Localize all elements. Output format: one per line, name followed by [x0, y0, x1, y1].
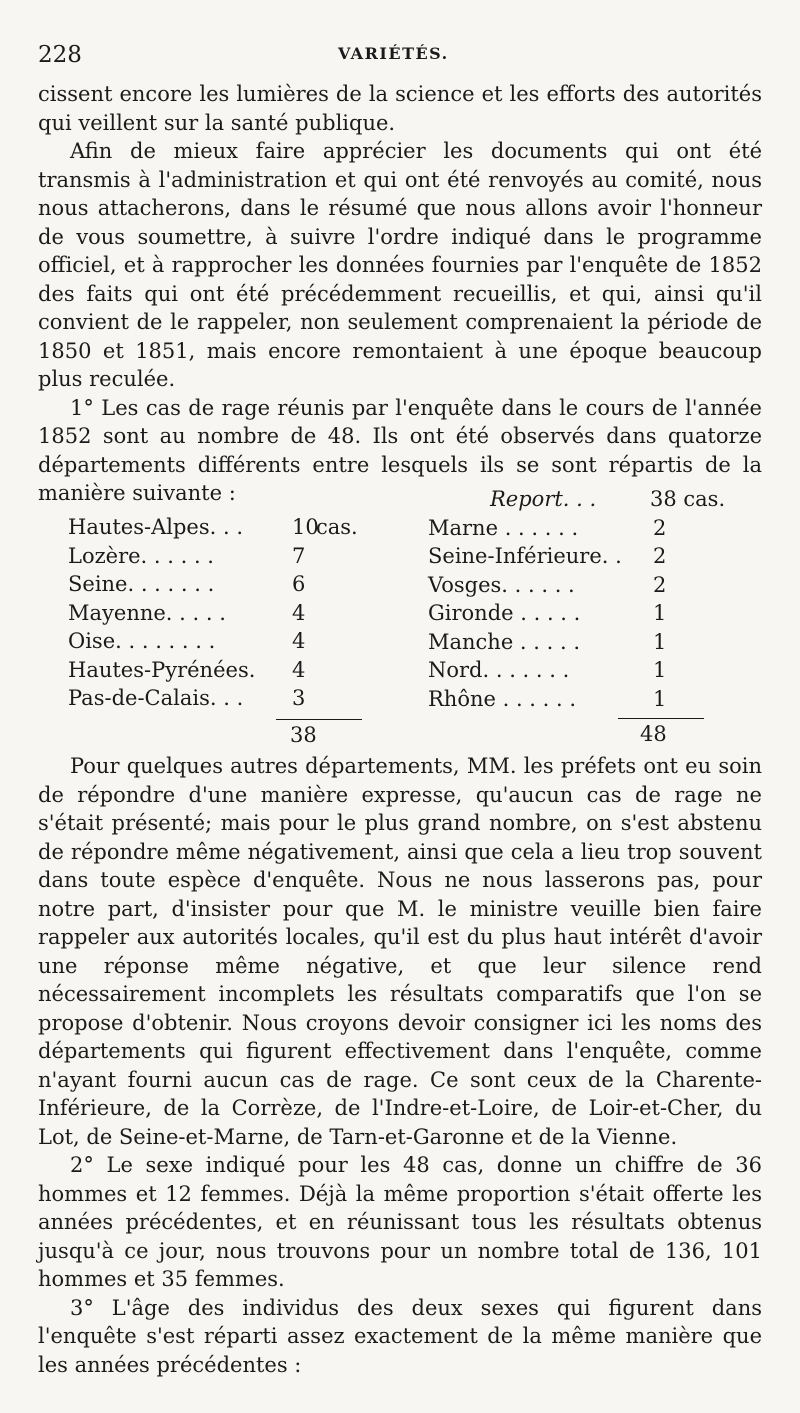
table-row	[428, 514, 762, 543]
case-count: 4	[292, 600, 306, 625]
case-count: 4	[292, 629, 306, 653]
case-count: 2	[653, 572, 667, 597]
right-total: 48	[640, 722, 667, 746]
report-label: Report. . .	[490, 487, 597, 511]
case-unit: cas.	[316, 515, 358, 539]
case-count: 10	[292, 515, 319, 539]
department-name: Gironde . . . . .	[428, 601, 581, 625]
paragraph-departments: Pour quelques autres départements, MM. les préfets ont eu soin de répondre d'une manière expresse, qu'aucun cas de rage ne s'était présenté; mais pour le plus grand nombre, on s'est abstenu de répondre même négativement, ainsi que cela a lieu trop souvent dans toute espèce d'enquête. Nous ne nous lasserons pas, pour notre part, d'insister pour que M. le ministre veuille bien faire rappeler aux autorités locales, qu'il est du plus haut intérêt d'avoir une réponse même négative, et que leur silence rend nécessairement incomplets les résultats comparatifs que l'on se propose d'obtenir. Nous croyons devoir consigner ici les noms des départements qui figurent effectivement dans l'enquête, comme n'ayant fourni aucun cas de rage. Ce sont ceux de la Charente-Inférieure, de la Corrèze, de l'Indre-et-Loire, de Loir-et-Cher, du Lot, de Seine-et-Marne, de Tarn-et-Garonne et de la Vienne.	[38, 754, 762, 1149]
case-count: 1	[653, 629, 667, 654]
department-name: Rhône . . . . . .	[428, 686, 577, 711]
case-count: 6	[292, 572, 306, 596]
department-name: Seine. . . . . . .	[68, 572, 215, 596]
case-count: 2	[653, 515, 667, 540]
case-count: 4	[292, 657, 306, 682]
text-block-after-table	[38, 752, 762, 1379]
paragraph-cases-count: 1° Les cas de rage réunis par l'enquête dans le cours de l'année 1852 sont au nombre de 48. Ils ont été observés dans quatorze départements différents entre lesquels ils se sont répartis de la manière suivante :	[38, 395, 762, 505]
table-row	[68, 513, 398, 542]
case-count: 1	[653, 601, 667, 625]
department-name: Seine-Inférieure. .	[428, 544, 622, 568]
department-name: Manche . . . . .	[428, 629, 581, 654]
paragraph-age: 3° L'âge des individus des deux sexes qui figurent dans l'enquête s'est réparti assez exactement de la même manière que les années précédentes :	[38, 1295, 762, 1377]
report-value: 38 cas.	[650, 487, 726, 511]
department-name: Hautes-Alpes. . .	[68, 515, 244, 539]
department-name: Hautes-Pyrénées.	[68, 657, 256, 682]
department-name: Oise. . . . . . . .	[68, 629, 216, 653]
department-name: Lozère. . . . . .	[68, 543, 214, 568]
text-block-before-table	[38, 80, 762, 508]
report-row	[428, 485, 762, 514]
departments-table	[38, 485, 762, 747]
table-right-column	[428, 485, 762, 746]
case-count: 2	[653, 544, 667, 568]
sum-rule	[276, 719, 362, 720]
table-row	[68, 542, 398, 571]
table-row	[68, 684, 398, 713]
case-count: 3	[292, 686, 306, 710]
paragraph-method: Afin de mieux faire apprécier les documents qui ont été transmis à l'administration et qui ont été renvoyés au comité, nous nous attacherons, dans le résumé que nous allons avoir l'honneur de vous soumettre, à suivre l'ordre indiqué dans le programme officiel, et à rapprocher les données fournies par l'enquête de 1852 des faits qui ont été précédemment recueillis, et qui, ainsi qu'il convient de le rappeler, non seulement comprenaient la période de 1850 et 1851, mais encore remontaient à une époque beaucoup plus reculée.	[38, 139, 762, 391]
paragraph-sex: 2° Le sexe indiqué pour les 48 cas, donne un chiffre de 36 hommes et 12 femmes. Déjà la même proportion s'était offerte les années précédentes, et en réunissant tous les résultats obtenus jusqu'à ce jour, nous trouvons pour un nombre total de 136, 101 hommes et 35 femmes.	[38, 1153, 762, 1291]
case-count: 7	[292, 543, 306, 568]
department-name: Mayenne. . . . .	[68, 600, 226, 625]
case-count: 1	[653, 658, 667, 682]
table-left-column	[68, 513, 398, 747]
department-name: Vosges. . . . . .	[428, 572, 575, 597]
page-number: 228	[38, 42, 82, 68]
table-row	[428, 599, 762, 628]
running-title: VARIÉTÉS.	[338, 44, 449, 63]
table-row	[68, 627, 398, 656]
paragraph-continuation: cissent encore les lumières de la science et les efforts des autorités qui veillent sur la santé publique.	[38, 82, 762, 135]
page-header	[38, 42, 762, 76]
sum-rule	[618, 718, 704, 719]
table-row	[428, 656, 762, 685]
table-row	[428, 571, 762, 600]
table-row	[68, 570, 398, 599]
table-row	[68, 599, 398, 628]
department-name: Nord. . . . . . .	[428, 658, 570, 682]
case-count: 1	[653, 686, 667, 711]
department-name: Marne . . . . . .	[428, 515, 579, 540]
table-row	[428, 685, 762, 714]
table-row	[428, 628, 762, 657]
table-row	[428, 542, 762, 571]
department-name: Pas-de-Calais. . .	[68, 686, 244, 710]
left-total: 38	[290, 723, 317, 747]
table-row	[68, 656, 398, 685]
